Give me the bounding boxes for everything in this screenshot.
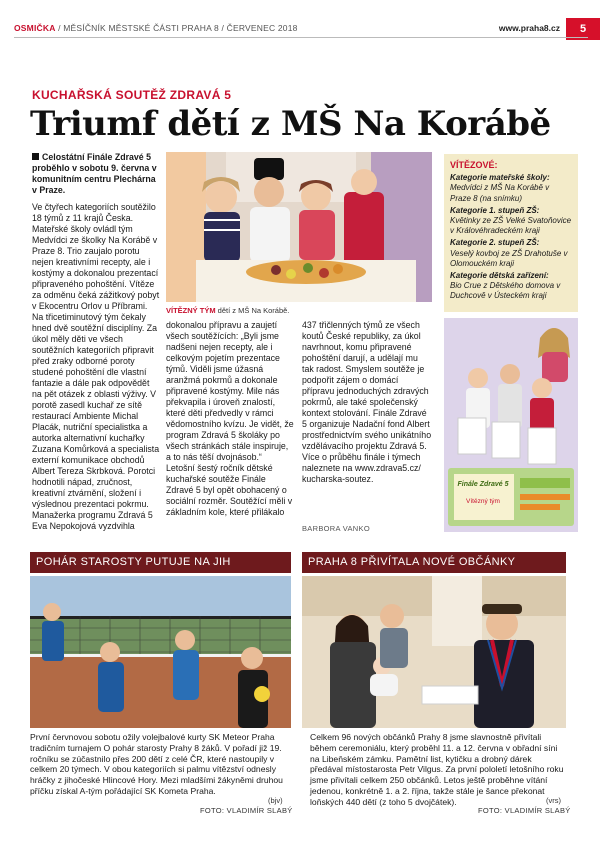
header-left	[14, 23, 298, 33]
winners-title: VÍTĚZOVÉ:	[450, 160, 498, 170]
photo-caption	[166, 306, 432, 315]
page-number: 5	[566, 18, 600, 40]
volleyball-photo	[30, 576, 291, 728]
citizens-signature: (vrs)	[546, 796, 561, 805]
winner-value: Medvídci z MŠ Na Korábě v Praze 8 (na snímku)	[450, 183, 550, 203]
caption-text: dětí z MŠ Na Korábě.	[215, 306, 290, 315]
winner-value: Veselý kovboj ze ZŠ Drahotuše v Olomouckém kraji	[450, 248, 568, 268]
caption-label: VÍTĚZNÝ TÝM	[166, 306, 216, 315]
winner-category: Kategorie 2. stupeň ZŠ:	[450, 238, 540, 248]
winner-value: Bio Crue z Dětského domova v Duchcově v Ústeckém kraji	[450, 281, 561, 301]
poster-title: Finále Zdravé 5	[457, 481, 509, 488]
article-headline: Triumf dětí z MŠ Na Korábě	[30, 104, 551, 144]
article-byline: BARBORA VANKO	[302, 524, 370, 533]
magazine-issue: / MĚSÍČNÍK MĚSTSKÉ ČÁSTI PRAHA 8 / ČERVENEC 2018	[55, 23, 298, 33]
volleyball-box-title: POHÁR STAROSTY PUTUJE NA JIH	[30, 552, 291, 573]
winner-category: Kategorie mateřské školy:	[450, 173, 550, 183]
volleyball-text: První červnovou sobotu ožily volejbalové kurty SK Meteor Praha tradičním turnajem O pohár starosty Prahy 8 žáků. V pořadí již 19. ročníku se zúčastnilo přes 200 dětí z celé ČR, které nastoupily v celkem 20 týmech. V obou kategoriích si palmu vítězství odnesly hráčky z jihočeské Hlincové Hory. Mezi mladšími žákyněmi druhou příčku získal A-tým pořádající SK Kometa Praha.	[30, 732, 283, 796]
page-header	[14, 20, 600, 36]
winning-team-photo	[166, 152, 432, 302]
winning-team-photo-illustration	[166, 152, 432, 302]
lead-bullet-icon	[32, 153, 39, 160]
volleyball-signature: (bjv)	[268, 796, 283, 805]
winner-category: Kategorie 1. stupeň ZŠ:	[450, 205, 540, 215]
article-column-2: dokonalou přípravu a zaujetí všech soutěžících: „Byli jsme nadšeni nejen recepty, ale i celkovým pojetím prezentace týmů. Viděli jsme úžasná aranžmá pokrmů a dokonale připravené kostýmy. Mile nás překvapila i úroveň znalostí, které děti předvedly v rámci vědomostního kvízu. Je vidět, že program Zdravá 5 školáky po všech stránkách stále inspiruje, a to nás těší dvojnásob.“ Letošní šestý ročník dětské kuchařské soutěže Finále Zdravé 5 byl opět obohacený o sociální rozměr. Soutěžící měli v základním kole, které přilákalo	[166, 320, 294, 517]
winner-category: Kategorie dětská zařízení:	[450, 271, 549, 281]
winners-box	[444, 154, 578, 312]
citizens-photo	[302, 576, 566, 728]
website-link[interactable]: www.praha8.cz	[498, 23, 560, 33]
poster-subtitle: Vítězný tým	[466, 498, 500, 505]
citizens-photo-illustration	[302, 576, 566, 728]
article-kicker: KUCHAŘSKÁ SOUTĚŽ ZDRAVÁ 5	[32, 88, 232, 102]
citizens-text: Celkem 96 nových občánků Prahy 8 jsme slavnostně přivítali během ceremoniálu, který proběhl 11. a 12. června v obřadní síni na Libeňském zámku. Pamětní list, kytičku a drobný dárek předával místostarosta Petr Vilgus. Za první pololetí letošního roku jsme přivítali celkem 250 občánků. Letos ještě proběhne vítání jedenou, konkrétně 1. a 2. října, takže stále je šance překonat loňských 440 dětí (z toho 5 dvojčátek).	[310, 732, 564, 807]
volleyball-photo-illustration	[30, 576, 291, 728]
citizens-photo-credit: FOTO: VLADIMÍR SLABÝ	[478, 806, 571, 815]
article-column-1: Ve čtyřech kategoriích soutěžilo 18 týmů z 11 krajů Česka. Mateřské školy ovládl tým Medvídci ze školky Na Korábě v Praze 8. Trio zaujalo porotu nejen kreativními recepty, ale i kostýmy a dokonalou prezentací připraveného pohoštění. Vítěze za odměnu čeká zážitkový pobyt v Ekocentru Orlov u Příbrami. Na třicetiminutový tým čekaly hned dvě soutěžní disciplíny. Za úkol měly děti ve všech soutěžních kategoriích připravit před zraky odborné poroty studené pohoštění dle vlastní fantazie a dále pak odpovědět na pět otázek z oblasti výživy. V porotě zasedl kuchař ze sítě restaurací Ambiente Michal Placák, nutriční specialistka a autorka alternativní kuchařky Zuzana Komůrková a specialista externí komunikace obchodů Albert Tereza Skrbková. Porotci hodnotili nápad, zručnost, kreativní ztvárnění, složení i výslednou prezentaci pokrmu. Manažerka programu Zdravá 5 Eva Nepokojová vyzdvihla	[32, 202, 160, 531]
lead-text: Celostátní Finále Zdravé 5 proběhlo v sobotu 9. června v komunitním centru Plechárna v Praze.	[32, 152, 157, 195]
volleyball-photo-credit: FOTO: VLADIMÍR SLABÝ	[200, 806, 293, 815]
article-column-3: 437 třičlenných týmů ze všech koutů České republiky, za úkol navrhnout, komu připravené pohoštění darují, a udělají mu tak radost. Smyslem soutěže je podpořit zájem o domácí přípravu jednoduchých zdravých pokrmů, ale také společenský kontext stolování. Finále Zdravé 5 organizuje Nadační fond Albert prostřednictvím svého unikátního vzdělávacího projektu Zdravá 5. Více o průběhu finále i týmech naleznete na www.zdrava5.cz/ kucharska-soutez.	[302, 320, 432, 484]
article-lead	[32, 152, 160, 196]
header-divider	[14, 37, 588, 38]
winner-value: Květinky ze ZŠ Velké Svatoňovice v Královéhradeckém kraji	[450, 216, 572, 236]
citizens-box-title: PRAHA 8 PŘIVÍTALA NOVÉ OBČÁNKY	[302, 552, 566, 573]
team-poster-photo	[444, 318, 578, 532]
magazine-brand: OSMIČKA	[14, 23, 56, 33]
